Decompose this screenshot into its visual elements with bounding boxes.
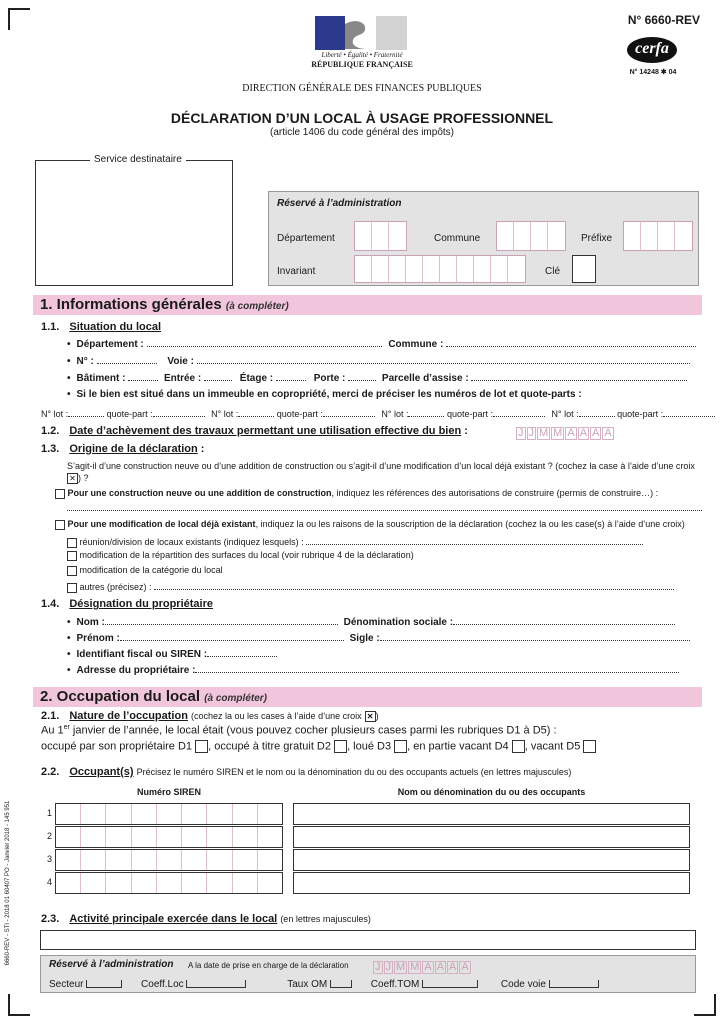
section1-title: 1. Informations générales	[40, 296, 222, 313]
admin-departement-field[interactable]	[354, 221, 407, 251]
occupation-options: occupé par son propriétaire D1 , occupé à titre gratuit D2 , loué D3 , en partie vacant D4 , vacant D5	[41, 740, 596, 753]
numero-field[interactable]	[97, 354, 157, 364]
row-departement-commune	[67, 337, 696, 350]
corner-mark-bottom-left	[8, 994, 30, 1016]
modification-checkbox[interactable]	[55, 520, 65, 530]
direction-label: DIRECTION GÉNÉRALE DES FINANCES PUBLIQUES	[242, 83, 482, 94]
footer-date-field[interactable]	[373, 957, 472, 975]
coeff-tom-field[interactable]	[422, 980, 478, 988]
cerfa-logo	[627, 37, 677, 63]
date-letter-box: A	[567, 427, 575, 439]
reason-4-checkbox[interactable]	[67, 583, 77, 593]
subsection-2-2: 2.2. Occupant(s) Précisez le numéro SIREN et le nom ou la dénomination du ou des occupants actuels (en lettres majuscules)	[41, 766, 572, 778]
new-construction-row: Pour une construction neuve ou une addition de construction, indiquez les références des autorisations de construire (permis de construire…) :	[55, 488, 658, 499]
occupant-row-number: 3	[47, 854, 53, 864]
commune-label: Commune :	[388, 339, 444, 350]
cross-example-icon: ✕	[67, 473, 78, 484]
d5-checkbox[interactable]	[583, 740, 596, 753]
activity-field[interactable]	[40, 930, 696, 950]
date-letter-box: A	[579, 427, 588, 439]
row-nom: • Nom : Dénomination sociale :	[67, 615, 675, 628]
admin-box	[268, 191, 699, 286]
occupant-row-number: 1	[47, 808, 53, 818]
section2-header	[33, 687, 702, 707]
admin-invariant-field[interactable]	[354, 255, 526, 283]
code-voie-field[interactable]	[549, 980, 599, 988]
company-name-field[interactable]	[453, 615, 675, 625]
entree-field[interactable]	[204, 371, 232, 381]
date-letter-box: A	[449, 961, 457, 973]
admin-commune-label: Commune	[434, 233, 481, 244]
date-letter-box: J	[375, 961, 381, 973]
new-construction-checkbox[interactable]	[55, 489, 65, 499]
occupant-name-field[interactable]	[293, 826, 690, 848]
date-letter-box: A	[436, 961, 445, 973]
row-siren: • Identifiant fiscal ou SIREN :	[67, 647, 277, 660]
date-letter-box: M	[410, 961, 420, 973]
modification-row: Pour une modification de local déjà existant, indiquez la ou les raisons de la souscription de la déclaration (cochez la ou les case(s) à l’aide d’une croix)	[55, 519, 685, 530]
copro-line: • Si le bien est situé dans un immeuble en copropriété, merci de préciser les numéros de lot et quote-parts :	[67, 389, 582, 400]
section2-title: 2. Occupation du local	[40, 688, 201, 705]
owner-firstname-field[interactable]	[120, 631, 344, 641]
date-letter-box: M	[396, 961, 406, 973]
owner-name-field[interactable]	[105, 615, 338, 625]
subsection-1-4: 1.4. Désignation du propriétaire	[41, 598, 213, 610]
occupant-row-number: 2	[47, 831, 53, 841]
form-number: N° 6660-REV	[627, 13, 700, 27]
admin-cle-label: Clé	[545, 266, 561, 277]
siren-col-header: Numéro SIREN	[136, 787, 201, 797]
reason-row-3: modification de la catégorie du local	[67, 565, 223, 576]
taux-om-field[interactable]	[330, 980, 352, 988]
footer-codes-row: Secteur Coeff.Loc Taux OM Coeff.TOM Code voie	[49, 979, 599, 990]
row-prenom: • Prénom : Sigle :	[67, 631, 690, 644]
side-reference-text: 6660-REV - STI - 2018 01 60407 PO - Janvier 2018 - 145 951	[5, 800, 11, 966]
republic-label: RÉPUBLIQUE FRANÇAISE	[311, 60, 413, 69]
admin-prefixe-label: Préfixe	[581, 233, 613, 244]
admin-departement-label: Département	[277, 233, 335, 244]
footer-date-note: A la date de prise en charge de la déclaration	[188, 961, 349, 970]
reason-2-checkbox[interactable]	[67, 551, 77, 561]
date-letter-box: A	[461, 961, 469, 973]
corner-mark-top-left	[8, 8, 30, 30]
admin-cle-field[interactable]	[572, 255, 596, 283]
reason-row-2: modification de la répartition des surfaces du local (voir rubrique 4 de la déclaration)	[67, 550, 414, 561]
voie-label: Voie :	[167, 356, 194, 367]
section2-note: (à compléter)	[204, 693, 267, 704]
etage-field[interactable]	[276, 371, 306, 381]
origin-text: S’agit-il d’une construction neuve ou d’une addition de construction ou s’agit-il d’une modification d’un local déjà existant ? (cochez la case à l’aide d’une croix ✕ ) ?	[67, 461, 695, 484]
parcelle-label: Parcelle d’assise :	[381, 373, 469, 384]
d4-checkbox[interactable]	[512, 740, 525, 753]
occupation-intro: Au 1er janvier de l’année, le local était (vous pouvez cocher plusieurs cases parmi les rubriques D1 à D5) :	[41, 724, 557, 737]
occupant-name-field[interactable]	[293, 803, 690, 825]
admin-prefixe-field[interactable]	[623, 221, 693, 251]
entree-label: Entrée :	[163, 373, 202, 384]
owner-address-field[interactable]	[195, 663, 679, 673]
date-letter-box: M	[553, 427, 563, 439]
date-letter-box: J	[518, 427, 524, 439]
departement-label: • Département :	[67, 339, 144, 350]
reason-row-1: réunion/division de locaux existants (indiquez lesquels) :	[67, 535, 643, 548]
new-construction-field[interactable]	[67, 510, 702, 511]
footer-admin-title: Réservé à l’administration	[49, 959, 174, 970]
admin-box-title: Réservé à l’administration	[277, 198, 402, 209]
sigle-field[interactable]	[380, 631, 690, 641]
subsection-1-1: 1.1. Situation du local	[41, 321, 162, 333]
date-letter-box: J	[385, 961, 391, 973]
service-box[interactable]	[35, 160, 233, 286]
subsection-2-3: 2.3. Activité principale exercée dans le local (en lettres majuscules)	[41, 913, 371, 925]
form-subtitle: (article 1406 du code général des impôts)	[270, 127, 454, 138]
porte-label: Porte :	[313, 373, 346, 384]
etage-label: Étage :	[239, 373, 274, 384]
date-letter-box: A	[424, 961, 432, 973]
cerfa-number: N° 14248 ✱ 04	[629, 69, 677, 76]
new-construction-label: Pour une construction neuve ou une addition de construction	[67, 488, 332, 498]
completion-date-field[interactable]	[516, 423, 615, 441]
occupant-name-col-header: Nom ou dénomination du ou des occupants	[397, 787, 586, 797]
lot-row: N° lot : quote-part : N° lot : quote-part : N° lot : quote-part : N° lot : quote-part :	[41, 407, 715, 419]
subsection-2-1: 2.1. Nature de l’occupation (cochez la ou les cases à l’aide d’une croix ✕ )	[41, 710, 379, 722]
reason-3-checkbox[interactable]	[67, 566, 77, 576]
departement-field[interactable]	[147, 337, 382, 347]
owner-siren-field[interactable]	[207, 647, 277, 657]
reason-1-checkbox[interactable]	[67, 538, 77, 548]
modification-label: Pour une modification de local déjà existant	[67, 519, 256, 529]
coeff-loc-field[interactable]	[186, 980, 246, 988]
occupant-siren-field[interactable]	[55, 803, 283, 825]
section1-header	[33, 295, 702, 315]
admin-invariant-label: Invariant	[277, 266, 316, 277]
date-letter-box: A	[604, 427, 612, 439]
cross-example-icon-2: ✕	[365, 711, 376, 722]
occupant-siren-field[interactable]	[55, 849, 283, 871]
footer-admin-box	[40, 955, 696, 993]
parcelle-field[interactable]	[471, 371, 687, 381]
row-batiment	[67, 371, 687, 384]
commune-field[interactable]	[446, 337, 696, 347]
batiment-field[interactable]	[128, 371, 158, 381]
occupant-name-field[interactable]	[293, 872, 690, 894]
cerfa-logo-text: cerfa	[635, 40, 669, 57]
section1-note: (à compléter)	[225, 301, 289, 312]
date-letter-box: A	[592, 427, 600, 439]
date-letter-box: J	[528, 427, 534, 439]
form-title: DÉCLARATION D’UN LOCAL À USAGE PROFESSIONNEL	[170, 110, 554, 126]
service-box-label: Service destinataire	[90, 154, 186, 165]
d1-checkbox[interactable]	[195, 740, 208, 753]
row-adresse: • Adresse du propriétaire :	[67, 663, 679, 676]
admin-commune-field[interactable]	[496, 221, 566, 251]
row-numero-voie	[67, 354, 690, 367]
batiment-label: • Bâtiment :	[67, 373, 125, 384]
d3-checkbox[interactable]	[394, 740, 407, 753]
numero-label: • N° :	[67, 356, 94, 367]
porte-field[interactable]	[348, 371, 376, 381]
date-letter-box: M	[539, 427, 549, 439]
occupant-name-field[interactable]	[293, 849, 690, 871]
secteur-field[interactable]	[86, 980, 122, 988]
corner-mark-bottom-right	[694, 994, 716, 1016]
subsection-1-3: 1.3. Origine de la déclaration :	[41, 443, 205, 455]
occupant-siren-field[interactable]	[55, 826, 283, 848]
subsection-1-2: 1.2. Date d’achèvement des travaux permettant une utilisation effective du bien :	[41, 425, 468, 437]
occupant-row-number: 4	[47, 877, 53, 887]
reason-row-4: autres (précisez) :	[67, 580, 674, 593]
occupant-siren-field[interactable]	[55, 872, 283, 894]
motto: Liberté • Égalité • Fraternité	[321, 51, 403, 59]
voie-field[interactable]	[197, 354, 690, 364]
d2-checkbox[interactable]	[334, 740, 347, 753]
marianne-logo	[315, 16, 407, 50]
